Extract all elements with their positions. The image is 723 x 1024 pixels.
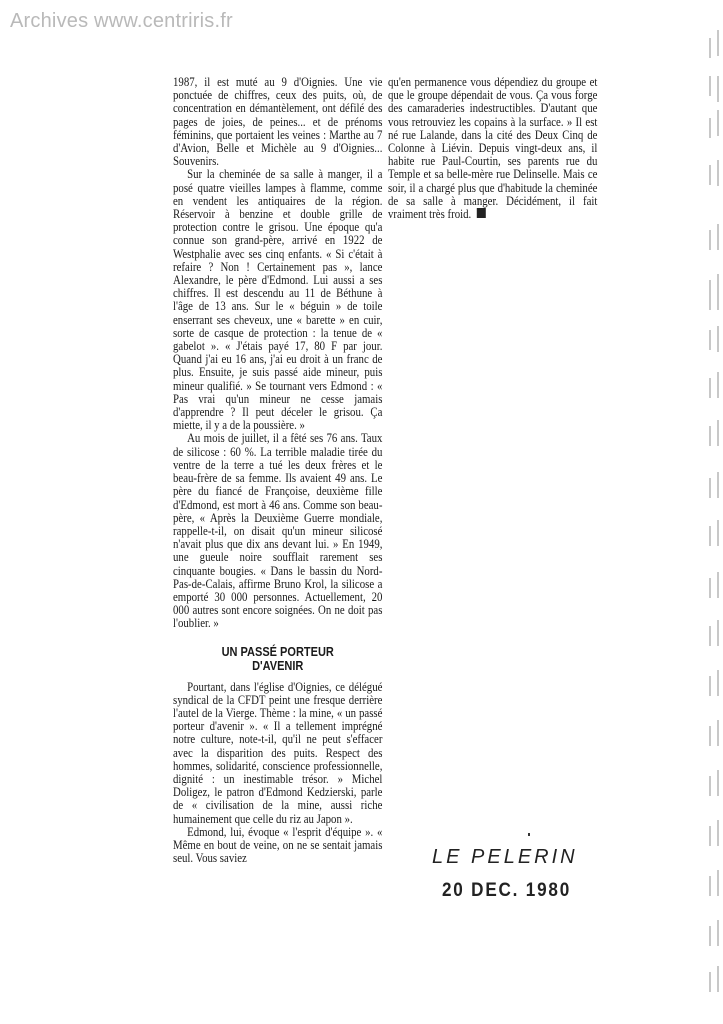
paragraph-1: 1987, il est muté au 9 d'Oignies. Une vie ponctuée de chiffres, ceux des puits, où, de concentration en démantèlement, ont défilé des pages de joies, de peines... et de prénoms féminins, que portaient les veines : Marthe au 7 d'Avion, Belle et Michèle au 9 d'Oignies... Souvenirs. [173, 75, 383, 169]
edge-mark [709, 330, 711, 350]
end-of-article-mark [477, 208, 486, 218]
date-stamp: 20 DEC. 1980 [442, 880, 572, 901]
paragraph-5: Edmond, lui, évoque « l'esprit d'équipe ». « Même en bout de veine, on ne se sentait jamais seul. Vous saviez [173, 824, 383, 866]
edge-mark [709, 676, 711, 696]
edge-mark [717, 372, 719, 398]
paragraph-continued-text: qu'en permanence vous dépendiez du groupe et que le groupe dépendait de vous. Ça vous forge des camaraderies indestructibles. D'autant que vous retrouviez les copains à la surface. » Il est né rue Lalande, dans la cité des Deux Cinq de Colonne à Liévin. Depuis vingt-deux ans, il habite rue Paul-Courtin, ses parents rue du Temple et sa belle-mère rue Delinselle. Mais ce soir, il a chargé plus que d'habitude la cheminée de sa salle à manger. Décidément, il fait vraiment très froid. [388, 75, 598, 222]
edge-mark [717, 820, 719, 846]
edge-mark [717, 720, 719, 746]
edge-mark [709, 826, 711, 846]
edge-mark [717, 670, 719, 696]
edge-mark [709, 526, 711, 546]
section-heading-line-1: UN PASSÉ PORTEUR [221, 644, 334, 659]
section-heading [173, 645, 382, 673]
edge-mark [709, 230, 711, 250]
scan-edge-marks [683, 0, 723, 1024]
edge-mark [717, 30, 719, 56]
edge-mark [717, 472, 719, 498]
paragraph-continued [388, 76, 597, 221]
edge-mark [717, 770, 719, 796]
edge-mark [709, 165, 711, 185]
edge-mark [717, 920, 719, 946]
edge-mark [717, 966, 719, 992]
article-column-left [173, 76, 382, 865]
edge-mark [709, 76, 711, 96]
paragraph-4: Pourtant, dans l'église d'Oignies, ce délégué syndical de la CFDT peint une fresque derrière l'autel de la Vierge. Thème : la mine, « un passé porteur d'avenir ». « Il a tellement imprégné notre culture, note-t-il, qu'il ne peut s'effacer avec la disparition des puits. Respect des hommes, solidarité, conscience professionnelle, dignité : un inestimable trésor. » Michel Doligez, le patron d'Edmond Kedzierski, parle de « civilisation de la mine, aussi riche humainement que celle du riz au Japon ». [173, 679, 383, 826]
edge-mark [717, 110, 719, 136]
section-heading-line-2: D'AVENIR [252, 658, 304, 673]
edge-mark [709, 280, 711, 310]
edge-mark [717, 160, 719, 186]
edge-mark [717, 274, 719, 310]
edge-mark [709, 426, 711, 446]
edge-mark [709, 578, 711, 598]
edge-mark [709, 776, 711, 796]
edge-mark [709, 38, 711, 58]
archive-watermark: Archives www.centriris.fr [10, 10, 233, 32]
edge-mark [717, 620, 719, 646]
edge-mark [709, 118, 711, 138]
edge-mark [717, 224, 719, 250]
paragraph-3: Au mois de juillet, il a fêté ses 76 ans. Taux de silicose : 60 %. La terrible maladie tirée du ventre de la terre a tué les deux frères et le beau-frère de sa femme. Ils avaient 49 ans. Le père du fiancé de Françoise, deuxième fille d'Edmond, est mort à 46 ans. Comme son beau-père, « Après la Deuxième Guerre mondiale, rappelle-t-il, on disait qu'un mineur silicosé n'avait plus que dix ans devant lui. » En 1949, une gueule noire soufflait rarement ses cinquante bougies. « Dans le bassin du Nord-Pas-de-Calais, affirme Bruno Krol, la silicose a emporté 30 000 personnes. Actuellement, 20 000 autres sont encore soignées. On ne doit pas l'oublier. » [173, 431, 383, 631]
edge-mark [709, 726, 711, 746]
edge-mark [709, 378, 711, 398]
edge-mark [709, 626, 711, 646]
edge-mark [709, 926, 711, 946]
edge-mark [717, 420, 719, 446]
edge-mark [717, 326, 719, 352]
edge-mark [709, 876, 711, 896]
edge-mark [717, 870, 719, 896]
ink-speck [528, 833, 530, 836]
publication-source-handwritten: LE PELERIN [432, 846, 578, 868]
edge-mark [709, 478, 711, 498]
article-column-right [388, 76, 597, 221]
edge-mark [709, 972, 711, 992]
edge-mark [717, 572, 719, 598]
edge-mark [717, 76, 719, 102]
paragraph-2: Sur la cheminée de sa salle à manger, il a posé quatre vieilles lampes à flamme, comme en vendent les antiquaires de la région. Réservoir à benzine et double grille de protection contre le grisou. Une époque qu'a connue son grand-père, arrivé en 1922 de Westphalie avec ses cinq enfants. « Si c'était à refaire ? Non ! Certainement pas », lance Alexandre, le père d'Edmond. Lui aussi a ses chiffres. Il est descendu au 11 de Béthune à l'âge de 13 ans. Sur le « béguin » de toile enserrant ses cheveux, une « barette » en cuir, sorte de casque de protection : la tenue de « gabelot ». « J'étais payé 17, 80 F par jour. Quand j'ai eu 16 ans, j'ai eu droit à un franc de plus. Ensuite, je suis passé aide mineur, puis mineur qualifié. » Se tournant vers Edmond : « Pas vrai qu'un mineur ne cesse jamais d'apprendre ? Il peut déceler le grisou. Ça miette, il y a de la poussière. » [173, 167, 383, 433]
edge-mark [717, 520, 719, 546]
